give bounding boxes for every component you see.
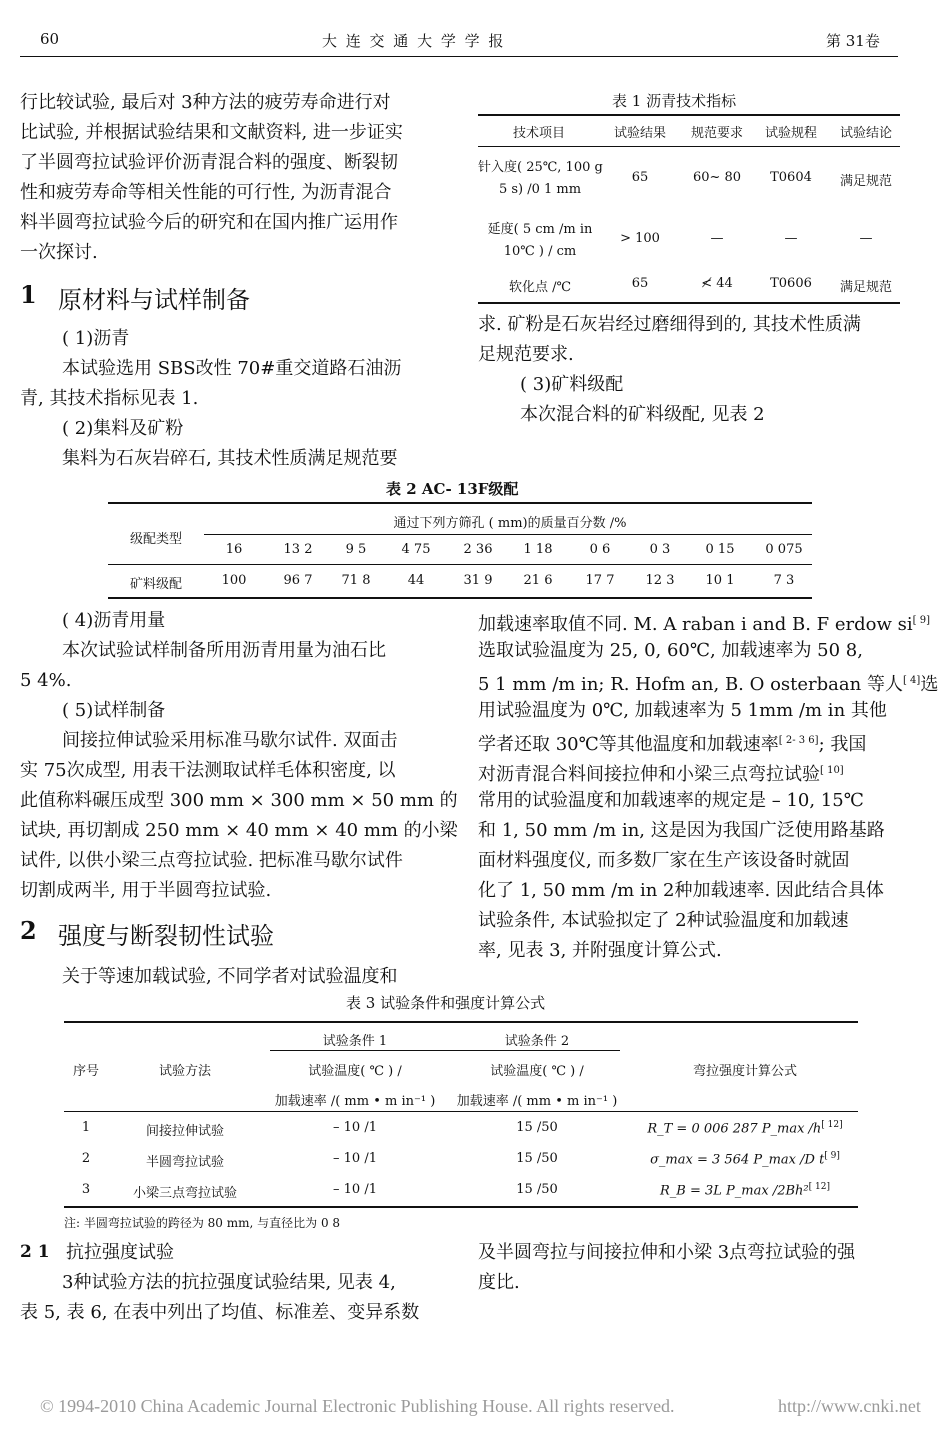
table3-header: 弯拉强度计算公式 bbox=[692, 1064, 797, 1079]
text-line: 对沥青混合料间接拉伸和小梁三点弯拉试验 bbox=[478, 764, 820, 785]
text-line: 化了 1, 50 mm /m in 2种加载速率. 因此结合具体 bbox=[478, 880, 884, 901]
table1-header: 试验结果 bbox=[613, 126, 666, 141]
text-fragment: 选 bbox=[920, 674, 939, 695]
table2-sieve-size: 0 6 bbox=[589, 542, 611, 557]
text-line: 和 1, 50 mm /m in, 这是因为我国广泛使用路基路 bbox=[478, 820, 885, 841]
table3-bottom-rule bbox=[64, 1206, 858, 1208]
table1-cell: T0604 bbox=[770, 170, 812, 185]
table2-value: 44 bbox=[407, 573, 425, 588]
table3-header: 加载速率 /( mm • m in⁻¹ ) bbox=[456, 1094, 618, 1109]
table1-cell: 60~ 80 bbox=[692, 170, 742, 185]
text-line: 本次试验试样制备所用沥青用量为油石比 bbox=[62, 640, 386, 661]
text-line: 料半圆弯拉试验今后的研究和在国内推广运用作 bbox=[20, 212, 398, 233]
volume-label: 第 31卷 bbox=[826, 32, 880, 50]
table3-mid-rule bbox=[270, 1050, 620, 1051]
subsection-label: ( 2)集料及矿粉 bbox=[62, 418, 184, 439]
table1-header: 技术项目 bbox=[512, 126, 565, 141]
table3-cell: 小梁三点弯拉试验 bbox=[132, 1186, 237, 1201]
table1-header: 试验结论 bbox=[839, 126, 892, 141]
text-line: 实 75次成型, 用表干法测取试样毛体积密度, 以 bbox=[20, 760, 396, 781]
citation: [ 9] bbox=[912, 615, 930, 626]
table3-caption: 表 3 试验条件和强度计算公式 bbox=[346, 994, 546, 1012]
table1-cell: 65 bbox=[631, 170, 649, 185]
table2-bottom-rule bbox=[108, 597, 812, 599]
subsection-label: ( 3)矿料级配 bbox=[520, 374, 624, 395]
formula-text: R_T = 0 006 287 P_max /h bbox=[647, 1121, 822, 1137]
table1-header: 规范要求 bbox=[690, 126, 743, 141]
table3-header: 加载速率 /( mm • m in⁻¹ ) bbox=[274, 1094, 436, 1109]
text-fragment: ; 我国 bbox=[818, 734, 867, 755]
text-line: 本次混合料的矿料级配, 见表 2 bbox=[520, 404, 765, 425]
citation: [ 10] bbox=[820, 765, 844, 776]
table1-item: 软化点 /℃ bbox=[508, 280, 572, 295]
text-line: 及半圆弯拉与间接拉伸和小梁 3点弯拉试验的强 bbox=[478, 1242, 856, 1263]
table3-cell: 15 /50 bbox=[516, 1120, 558, 1135]
table2-sieve-size: 2 36 bbox=[463, 542, 493, 557]
text-line: 用试验温度为 0℃, 加载速率为 5 1mm /m in 其他 bbox=[478, 700, 887, 721]
table2-mid-rule bbox=[204, 534, 812, 535]
text-line: 选取试验温度为 25, 0, 60℃, 加载速率为 50 8, bbox=[478, 640, 863, 661]
text-line: 常用的试验温度和加载速率的规定是 – 10, 15℃ bbox=[478, 790, 864, 811]
table3-header: 试验条件 2 bbox=[504, 1034, 570, 1049]
table2-sieve-size: 16 bbox=[225, 542, 243, 557]
table2-span-header: 通过下列方筛孔 ( mm)的质量百分数 /% bbox=[393, 516, 627, 531]
table1-cell: > 100 bbox=[620, 231, 660, 246]
header-rule bbox=[20, 56, 898, 57]
table2-sieve-size: 9 5 bbox=[345, 542, 367, 557]
text-line: 加载速率取值不同. M. A raban i and B. F erdow si bbox=[478, 614, 913, 635]
table2-header-rule bbox=[108, 564, 812, 565]
table3-header: 试验条件 1 bbox=[322, 1034, 388, 1049]
citation: [ 12] bbox=[808, 1182, 830, 1192]
table1-bottom-rule bbox=[478, 302, 900, 304]
table3-formula bbox=[640, 1120, 850, 1136]
text-line: 间接拉伸试验采用标准马歇尔试件. 双面击 bbox=[62, 730, 398, 751]
table1-cell: — bbox=[784, 231, 798, 246]
text-line: 关于等速加载试验, 不同学者对试验温度和 bbox=[62, 966, 398, 987]
table2-value: 21 6 bbox=[523, 573, 553, 588]
text-line: 此值称料碾压成型 300 mm × 300 mm × 50 mm 的 bbox=[20, 790, 458, 811]
table3-header: 试验温度( ℃ ) / bbox=[308, 1064, 402, 1079]
subsection-title: 抗拉强度试验 bbox=[66, 1242, 174, 1263]
citation: [ 9] bbox=[824, 1151, 840, 1161]
text-line: 率, 见表 3, 并附强度计算公式. bbox=[478, 940, 722, 961]
table1-cell: 65 bbox=[631, 276, 649, 291]
section-number: 1 bbox=[20, 280, 37, 309]
table1-cell: 满足规范 bbox=[839, 174, 892, 189]
table3-cell: – 10 /1 bbox=[333, 1151, 377, 1166]
text-line: 学者还取 30℃等其他温度和加载速率 bbox=[478, 734, 779, 755]
citation: [ 12] bbox=[821, 1120, 843, 1130]
table1-cell: T0606 bbox=[770, 276, 812, 291]
table3-cell: 2 bbox=[81, 1151, 91, 1166]
table1-cell: ≮ 44 bbox=[701, 276, 733, 291]
text-line: 足规范要求. bbox=[478, 344, 574, 365]
table2-sieve-size: 0 15 bbox=[705, 542, 735, 557]
text-line: 比试验, 并根据试验结果和文献资料, 进一步证实 bbox=[20, 122, 403, 143]
table2-top-rule bbox=[108, 502, 812, 504]
table3-cell: – 10 /1 bbox=[333, 1120, 377, 1135]
table1-header-rule bbox=[478, 146, 900, 147]
table3-header-rule bbox=[64, 1111, 858, 1112]
formula-text: σ_max = 3 564 P_max /D t bbox=[650, 1152, 825, 1168]
table3-formula bbox=[640, 1151, 850, 1167]
section-title: 强度与断裂韧性试验 bbox=[58, 922, 274, 950]
table3-cell: 15 /50 bbox=[516, 1151, 558, 1166]
table1-caption: 表 1 沥青技术指标 bbox=[612, 92, 737, 110]
table2-value: 17 7 bbox=[585, 573, 615, 588]
citation: [ 4] bbox=[902, 675, 921, 686]
text-line: 5 1 mm /m in; R. Hofm an, B. O osterbaan 等人 bbox=[478, 674, 903, 695]
section-title: 原材料与试样制备 bbox=[58, 286, 250, 314]
copyright-text: © 1994-2010 China Academic Journal Electronic Publishing House. All rights reserved. bbox=[40, 1396, 675, 1416]
table2-value: 31 9 bbox=[463, 573, 493, 588]
table2-sieve-size: 13 2 bbox=[283, 542, 313, 557]
table1-item: 延度( 5 cm /m in bbox=[487, 222, 593, 237]
table1-item: 针入度( 25℃, 100 g bbox=[478, 160, 603, 175]
table2-row-label: 级配类型 bbox=[129, 532, 182, 547]
text-line: 求. 矿粉是石灰岩经过磨细得到的, 其技术性质满 bbox=[478, 314, 861, 335]
journal-title: 大 连 交 通 大 学 学 报 bbox=[322, 32, 506, 50]
table1-cell: — bbox=[859, 231, 873, 246]
table2-data-label: 矿料级配 bbox=[129, 577, 182, 592]
table2-value: 10 1 bbox=[705, 573, 735, 588]
text-line: 行比较试验, 最后对 3种方法的疲劳寿命进行对 bbox=[20, 92, 391, 113]
table3-header: 试验温度( ℃ ) / bbox=[490, 1064, 584, 1079]
table3-cell: 3 bbox=[81, 1182, 91, 1197]
cnki-link[interactable]: http://www.cnki.net bbox=[778, 1396, 921, 1416]
text-line: 试验条件, 本试验拟定了 2种试验温度和加载速 bbox=[478, 910, 849, 931]
table2-value: 96 7 bbox=[283, 573, 313, 588]
subsection-label: ( 5)试样制备 bbox=[62, 700, 166, 721]
table1-cell: 满足规范 bbox=[839, 280, 892, 295]
text-line: 面材料强度仪, 而多数厂家在生产该设备时就固 bbox=[478, 850, 850, 871]
table1-cell: — bbox=[710, 231, 724, 246]
citation: [ 2- 3 6] bbox=[778, 735, 819, 746]
table2-value: 7 3 bbox=[773, 573, 795, 588]
table3-cell: 15 /50 bbox=[516, 1182, 558, 1197]
table3-top-rule bbox=[64, 1021, 858, 1023]
table3-formula bbox=[640, 1182, 850, 1198]
table2-value: 100 bbox=[221, 573, 247, 588]
text-line: 5 4%. bbox=[20, 670, 72, 691]
text-line: 本试验选用 SBS改性 70#重交道路石油沥 bbox=[62, 358, 402, 379]
table2-sieve-size: 4 75 bbox=[401, 542, 431, 557]
table1-header: 试验规程 bbox=[764, 126, 817, 141]
table3-cell: – 10 /1 bbox=[333, 1182, 377, 1197]
subsection-label: ( 1)沥青 bbox=[62, 328, 130, 349]
text-line: 了半圆弯拉试验评价沥青混合料的强度、断裂韧 bbox=[20, 152, 398, 173]
table2-value: 12 3 bbox=[645, 573, 675, 588]
table2-sieve-size: 0 3 bbox=[649, 542, 671, 557]
text-line: 试块, 再切割成 250 mm × 40 mm × 40 mm 的小梁 bbox=[20, 820, 458, 841]
table1-item: 10℃ ) / cm bbox=[503, 244, 577, 259]
table3-header: 序号 bbox=[72, 1064, 99, 1079]
text-line: 表 5, 表 6, 在表中列出了均值、标准差、变异系数 bbox=[20, 1302, 420, 1323]
section-number: 2 bbox=[20, 916, 37, 945]
table1-top-rule bbox=[478, 114, 900, 116]
table2-caption: 表 2 AC- 13F级配 bbox=[386, 480, 519, 498]
text-line: 试件, 以供小梁三点弯拉试验. 把标准马歇尔试件 bbox=[20, 850, 403, 871]
formula-text: R_B = 3L P_max /2Bh² bbox=[660, 1183, 809, 1199]
text-line: 性和疲劳寿命等相关性能的可行性, 为沥青混合 bbox=[20, 182, 392, 203]
text-line: 青, 其技术指标见表 1. bbox=[20, 388, 199, 409]
table2-value: 71 8 bbox=[341, 573, 371, 588]
table3-cell: 间接拉伸试验 bbox=[145, 1124, 224, 1139]
text-line: 度比. bbox=[478, 1272, 520, 1293]
table3-header: 试验方法 bbox=[158, 1064, 211, 1079]
table2-sieve-size: 0 075 bbox=[765, 542, 803, 557]
text-line: 集料为石灰岩碎石, 其技术性质满足规范要 bbox=[62, 448, 398, 469]
intro-paragraph bbox=[20, 88, 448, 268]
text-line: 3种试验方法的抗拉强度试验结果, 见表 4, bbox=[62, 1272, 396, 1293]
table3-note: 注: 半圆弯拉试验的跨径为 80 mm, 与直径比为 0 8 bbox=[64, 1216, 341, 1230]
table1-item: 5 s) /0 1 mm bbox=[498, 182, 582, 197]
subsection-number: 2 1 bbox=[20, 1242, 50, 1262]
table2-sieve-size: 1 18 bbox=[523, 542, 553, 557]
table3-cell: 半圆弯拉试验 bbox=[145, 1155, 224, 1170]
page-number: 60 bbox=[40, 30, 60, 48]
table3-cell: 1 bbox=[81, 1120, 91, 1135]
subsection-label: ( 4)沥青用量 bbox=[62, 610, 166, 631]
text-line: 切割成两半, 用于半圆弯拉试验. bbox=[20, 880, 272, 901]
text-line: 一次探讨. bbox=[20, 242, 98, 263]
